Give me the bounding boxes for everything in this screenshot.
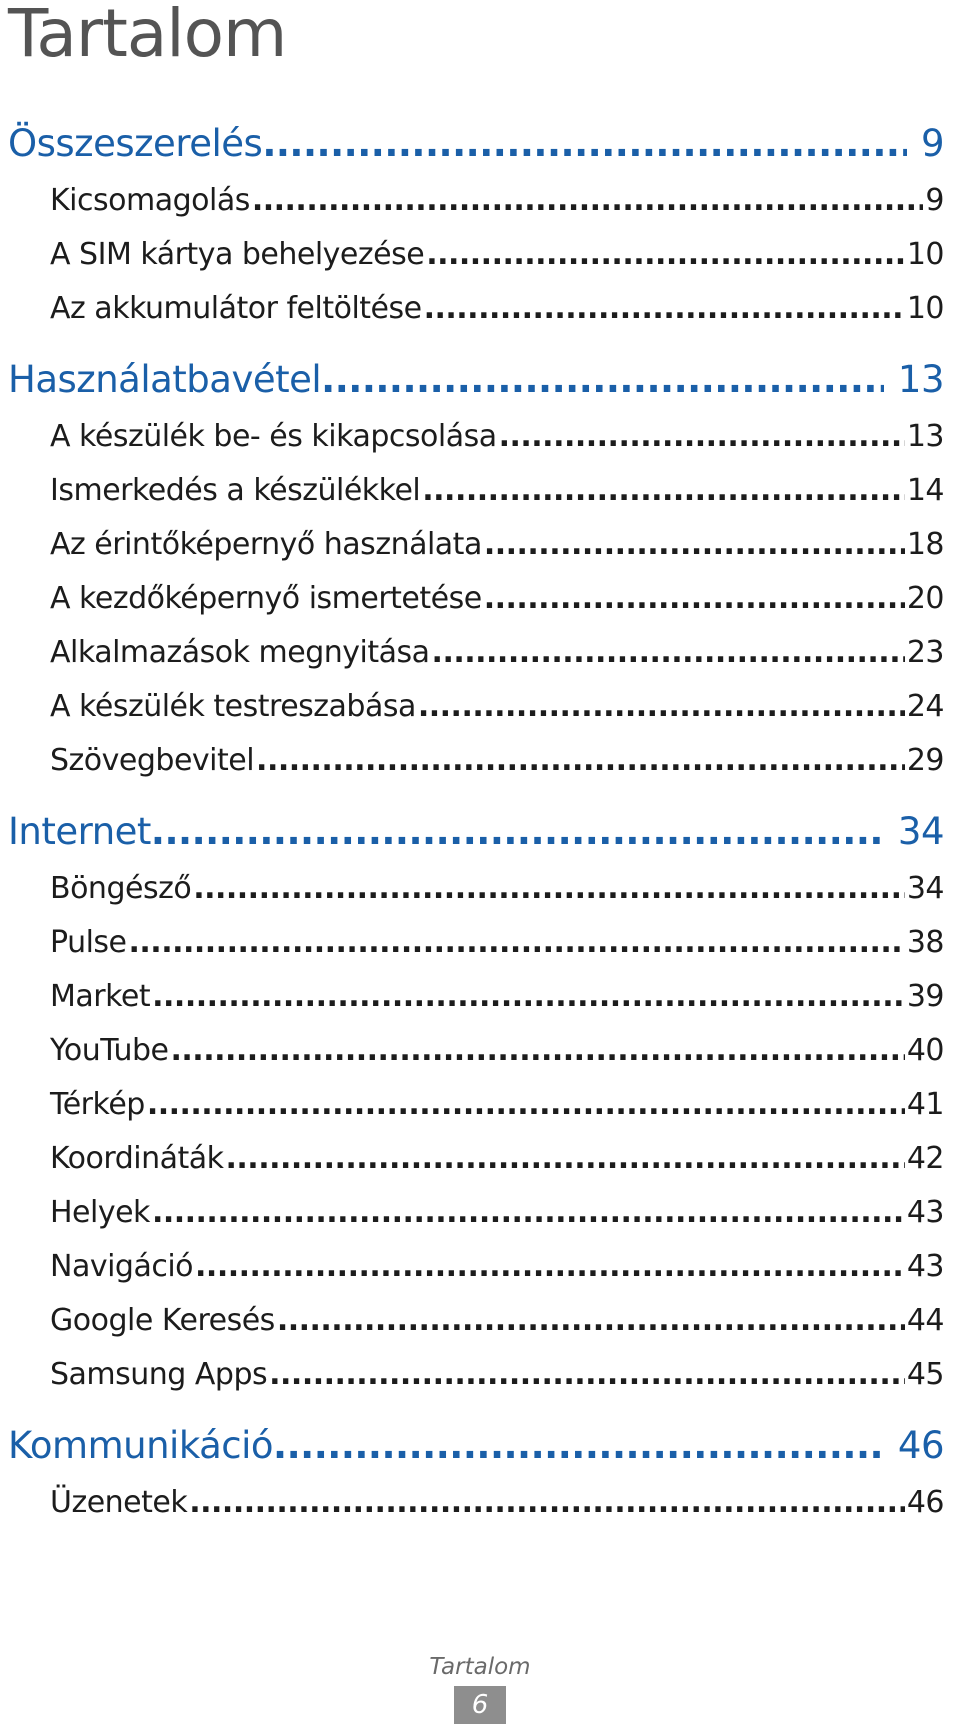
entry-page-number: 40 xyxy=(906,1033,944,1068)
entry-title: Az akkumulátor feltöltése xyxy=(50,291,422,326)
dot-leader xyxy=(169,1024,905,1078)
toc-entry[interactable] xyxy=(0,734,952,788)
entry-page-number: 43 xyxy=(906,1195,944,1230)
entry-page-number: 10 xyxy=(906,291,944,326)
section-heading-internet[interactable] xyxy=(0,802,952,862)
toc-entry[interactable] xyxy=(0,572,952,626)
dot-leader xyxy=(191,862,905,916)
toc-entry[interactable] xyxy=(0,1240,952,1294)
dot-leader xyxy=(224,1132,905,1186)
entry-title: Koordináták xyxy=(50,1141,224,1176)
section-heading-hasznalatbavetel[interactable] xyxy=(0,350,952,410)
dot-leader xyxy=(267,1348,905,1402)
entry-page-number: 46 xyxy=(906,1485,944,1520)
entry-page-number: 24 xyxy=(906,689,944,724)
toc-entry[interactable] xyxy=(0,1186,952,1240)
toc-entry[interactable] xyxy=(0,680,952,734)
entry-title: Térkép xyxy=(50,1087,145,1122)
entry-title: A készülék testreszabása xyxy=(50,689,416,724)
entry-page-number: 41 xyxy=(906,1087,944,1122)
entry-title: Üzenetek xyxy=(50,1485,188,1520)
toc-entry[interactable] xyxy=(0,410,952,464)
entry-title: Market xyxy=(50,979,151,1014)
entry-title: YouTube xyxy=(50,1033,169,1068)
entry-page-number: 45 xyxy=(906,1357,944,1392)
section-heading-kommunikacio[interactable] xyxy=(0,1416,952,1476)
entry-page-number: 44 xyxy=(906,1303,944,1338)
toc-section xyxy=(0,350,960,788)
toc-section xyxy=(0,1416,960,1530)
entry-title: A készülék be- és kikapcsolása xyxy=(50,419,497,454)
dot-leader xyxy=(254,734,905,788)
dot-leader xyxy=(482,518,905,572)
toc-entry[interactable] xyxy=(0,464,952,518)
dot-leader xyxy=(416,680,905,734)
dot-leader xyxy=(422,282,905,336)
page-title: Tartalom xyxy=(8,0,287,72)
toc-entry[interactable] xyxy=(0,1348,952,1402)
section-title: Használatbavétel xyxy=(8,358,322,401)
section-title: Kommunikáció xyxy=(8,1424,274,1467)
toc-entry[interactable] xyxy=(0,1078,952,1132)
dot-leader xyxy=(420,464,905,518)
entry-page-number: 43 xyxy=(906,1249,944,1284)
entry-page-number: 10 xyxy=(906,237,944,272)
dot-leader xyxy=(497,410,905,464)
toc-entry[interactable] xyxy=(0,1294,952,1348)
entry-title: Szövegbevitel xyxy=(50,743,255,778)
dot-leader xyxy=(250,174,924,228)
entry-page-number: 42 xyxy=(906,1141,944,1176)
dot-leader xyxy=(187,1476,905,1530)
toc-entry[interactable] xyxy=(0,916,952,970)
dot-leader xyxy=(150,1186,905,1240)
entry-page-number: 13 xyxy=(906,419,944,454)
entry-title: Samsung Apps xyxy=(50,1357,268,1392)
section-page-number: 34 xyxy=(897,810,944,853)
entry-page-number: 39 xyxy=(906,979,944,1014)
entry-title: Kicsomagolás xyxy=(50,183,250,218)
toc-entry[interactable] xyxy=(0,282,952,336)
toc-entry[interactable] xyxy=(0,1132,952,1186)
page-footer xyxy=(0,1652,960,1724)
toc-section xyxy=(0,114,960,336)
toc-entry[interactable] xyxy=(0,1024,952,1078)
dot-leader xyxy=(273,1416,884,1476)
dot-leader xyxy=(275,1294,905,1348)
dot-leader xyxy=(321,350,884,410)
toc-entry[interactable] xyxy=(0,174,952,228)
entry-title: Pulse xyxy=(50,925,127,960)
entry-title: Böngésző xyxy=(50,871,192,906)
dot-leader xyxy=(150,970,905,1024)
entry-title: Alkalmazások megnyitása xyxy=(50,635,430,670)
footer-page-number: 6 xyxy=(454,1686,506,1724)
dot-leader xyxy=(424,228,905,282)
section-page-number: 46 xyxy=(897,1424,944,1467)
dot-leader xyxy=(193,1240,905,1294)
entry-page-number: 29 xyxy=(906,743,944,778)
toc-entry[interactable] xyxy=(0,970,952,1024)
toc-section xyxy=(0,802,960,1402)
entry-title: Az érintőképernyő használata xyxy=(50,527,482,562)
section-heading-osszeszereles[interactable] xyxy=(0,114,952,174)
section-title: Internet xyxy=(8,810,151,853)
dot-leader xyxy=(430,626,905,680)
toc-entry[interactable] xyxy=(0,518,952,572)
dot-leader xyxy=(145,1078,905,1132)
section-page-number: 13 xyxy=(897,358,944,401)
dot-leader xyxy=(262,114,907,174)
entry-title: A SIM kártya behelyezése xyxy=(50,237,425,272)
entry-page-number: 34 xyxy=(906,871,944,906)
table-of-contents xyxy=(0,114,960,1544)
entry-page-number: 9 xyxy=(925,183,944,218)
entry-title: A kezdőképernyő ismertetése xyxy=(50,581,482,616)
entry-page-number: 14 xyxy=(906,473,944,508)
toc-entry[interactable] xyxy=(0,626,952,680)
dot-leader xyxy=(127,916,905,970)
footer-label: Tartalom xyxy=(429,1654,531,1680)
dot-leader xyxy=(151,802,884,862)
entry-page-number: 38 xyxy=(906,925,944,960)
entry-page-number: 20 xyxy=(906,581,944,616)
toc-entry[interactable] xyxy=(0,228,952,282)
entry-page-number: 23 xyxy=(906,635,944,670)
entry-page-number: 18 xyxy=(906,527,944,562)
toc-entry[interactable] xyxy=(0,862,952,916)
entry-title: Google Keresés xyxy=(50,1303,275,1338)
section-page-number: 9 xyxy=(920,122,944,165)
dot-leader xyxy=(482,572,905,626)
entry-title: Helyek xyxy=(50,1195,150,1230)
entry-title: Ismerkedés a készülékkel xyxy=(50,473,421,508)
section-title: Összeszerelés xyxy=(8,122,263,165)
entry-title: Navigáció xyxy=(50,1249,194,1284)
toc-entry[interactable] xyxy=(0,1476,952,1530)
